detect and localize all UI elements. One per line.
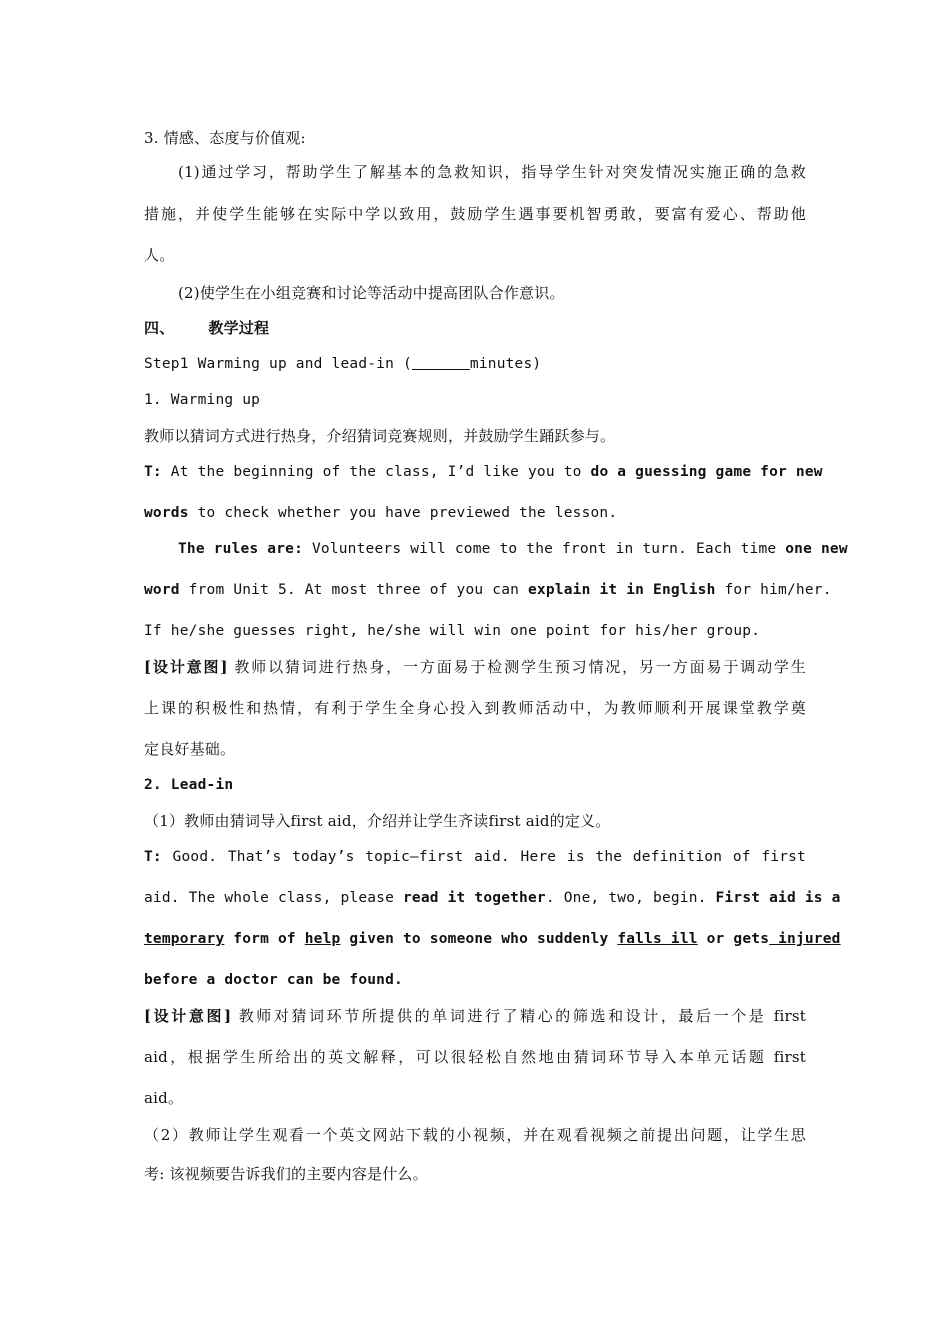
- definition-line: temporary form of help given to someone who suddenly falls ill or gets injured: [144, 931, 841, 947]
- paragraph-line: 措施，并使学生能够在实际中学以致用，鼓励学生遇事要机智勇敢，要富有爱心、帮助他: [144, 205, 806, 223]
- section-heading-teaching-process: [144, 318, 806, 338]
- paragraph-line: （1）教师由猜词导入first aid，介绍并让学生齐读first aid的定义。: [144, 812, 611, 830]
- rules-line: word from Unit 5. At most three of you can explain it in English for him/her.: [144, 582, 832, 598]
- dialogue-line: T: At the beginning of the class, I’d like you to do a guessing game for new: [144, 464, 823, 480]
- design-intent-line: [设计意图] 教师以猜词进行热身，一方面易于检测学生预习情况，另一方面易于调动学生: [144, 658, 806, 676]
- paragraph-line: aid，根据学生所给出的英文解释，可以很轻松自然地由猜词环节导入本单元话题 first: [144, 1048, 806, 1066]
- paragraph-line: （2）教师让学生观看一个英文网站下载的小视频，并在观看视频之前提出问题，让学生思: [144, 1126, 806, 1144]
- paragraph-line: (2)使学生在小组竞赛和讨论等活动中提高团队合作意识。: [178, 284, 565, 302]
- paragraph-line: 考: 该视频要告诉我们的主要内容是什么。: [144, 1165, 428, 1183]
- dialogue-line: aid. The whole class, please read it together. One, two, begin. First aid is a: [144, 890, 841, 906]
- subsection-title: 2. Lead-in: [144, 777, 234, 793]
- heading-title: 教学过程: [208, 319, 270, 337]
- dialogue-line: words to check whether you have previewed the lesson.: [144, 505, 618, 521]
- heading-number: 四、: [144, 319, 175, 337]
- step-minutes: minutes): [469, 356, 542, 372]
- step-title: [144, 354, 806, 374]
- rules-line: The rules are: Volunteers will come to the front in turn. Each time one new: [178, 541, 848, 557]
- dialogue-line: T: Good. That’s today’s topic—first aid. Here is the definition of first: [144, 849, 806, 865]
- paragraph-line: aid。: [144, 1089, 184, 1107]
- subsection-title: 1. Warming up: [144, 392, 261, 408]
- blank-field: [412, 355, 470, 370]
- paragraph-line: 人。: [144, 246, 175, 264]
- section-heading-attitude: 3. 情感、态度与价值观:: [144, 129, 306, 147]
- design-intent-line: [设计意图] 教师对猜词环节所提供的单词进行了精心的筛选和设计，最后一个是 first: [144, 1007, 806, 1025]
- paragraph-line: 教师以猜词方式进行热身，介绍猜词竞赛规则，并鼓励学生踊跃参与。: [144, 427, 616, 445]
- paragraph-line: (1)通过学习，帮助学生了解基本的急救知识，指导学生针对突发情况实施正确的急救: [178, 163, 806, 181]
- rules-line: If he/she guesses right, he/she will win one point for his/her group.: [144, 623, 761, 639]
- paragraph-line: 上课的积极性和热情，有利于学生全身心投入到教师活动中，为教师顺利开展课堂教学奠: [144, 699, 806, 717]
- paragraph-line: 定良好基础。: [144, 740, 236, 758]
- definition-line: before a doctor can be found.: [144, 972, 403, 988]
- step-label: Step1 Warming up and lead-in (: [144, 356, 412, 372]
